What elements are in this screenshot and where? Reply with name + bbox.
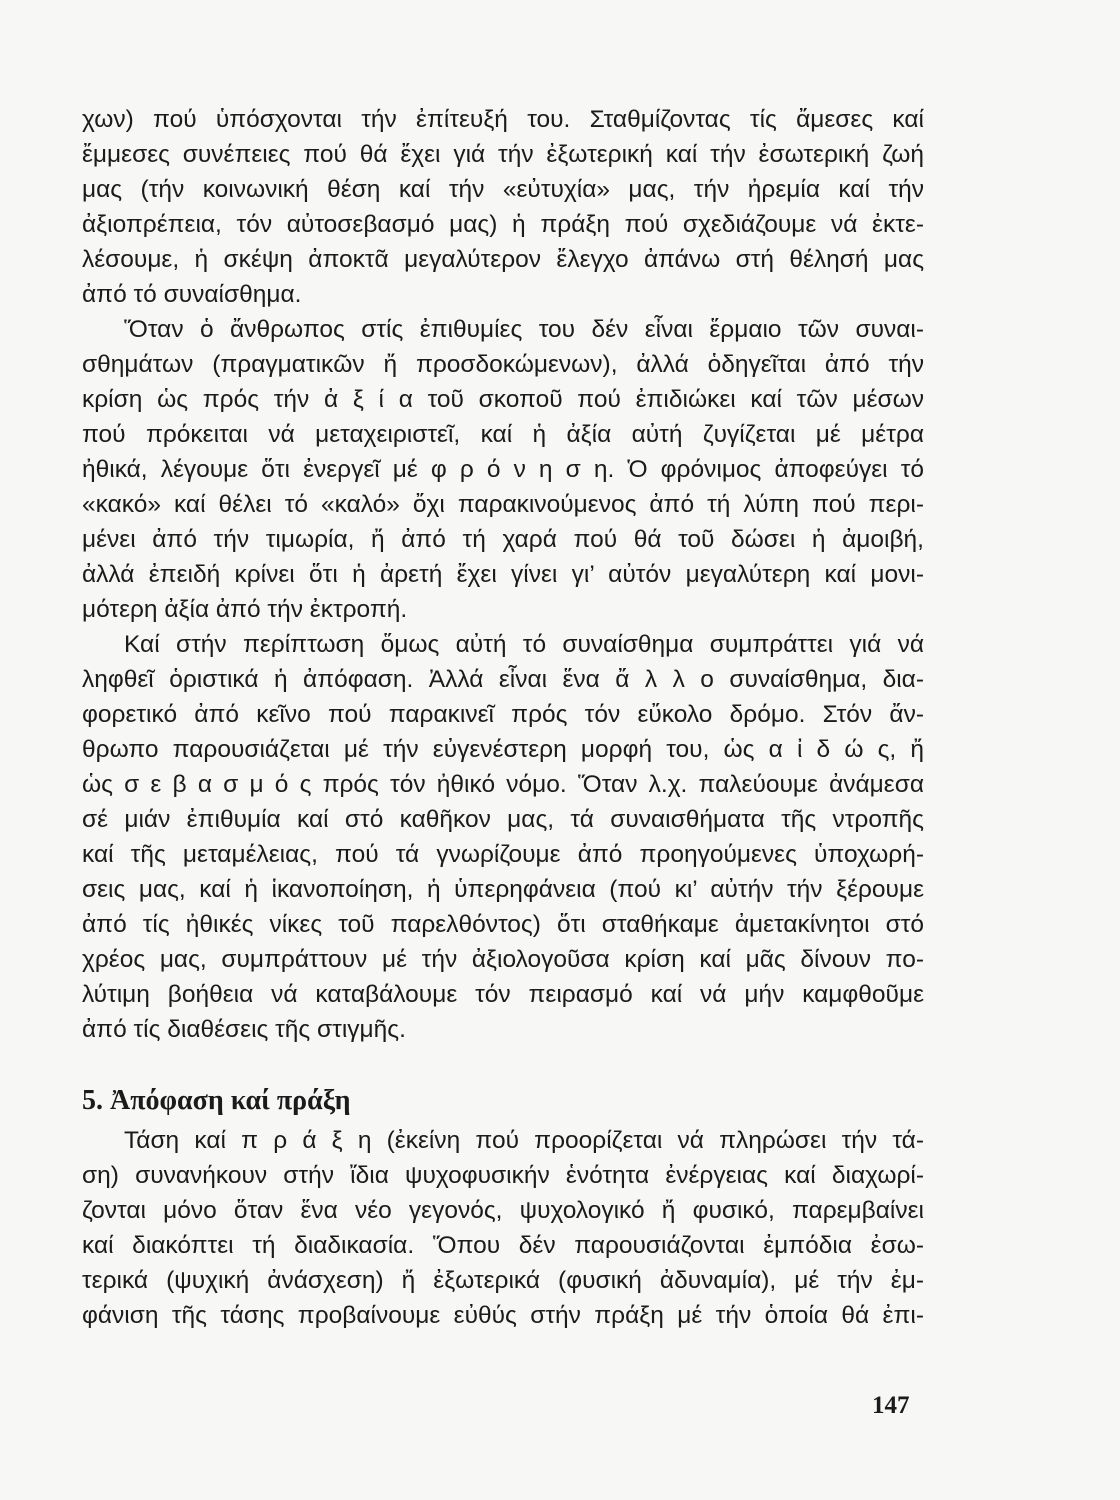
text-line: κρίση ὡς πρός τήν ἀ ξ ί α τοῦ σκοποῦ πού ἐπιδιώκει καί τῶν μέσων bbox=[82, 386, 924, 413]
text-line: τερικά (ψυχική ἀνάσχεση) ἤ ἐξωτερικά (φυσική ἀδυναμία), μέ τήν ἐμ- bbox=[82, 1267, 924, 1294]
text-line: πού πρόκειται νά μεταχειριστεῖ, καί ἡ ἀξία αὐτή ζυγίζεται μέ μέτρα bbox=[82, 421, 924, 448]
text-line: σέ μιάν ἐπιθυμία καί στό καθῆκον μας, τά συναισθήματα τῆς ντροπῆς bbox=[82, 806, 924, 833]
text-line: καί διακόπτει τή διαδικασία. Ὅπου δέν παρουσιάζονται ἐμπόδια ἐσω- bbox=[82, 1232, 924, 1259]
body-text-section bbox=[82, 1123, 924, 1333]
text-line: ἠθικά, λέγουμε ὅτι ἐνεργεῖ μέ φ ρ ό ν η σ η. Ὁ φρόνιμος ἀποφεύγει τό bbox=[82, 456, 924, 483]
text-line: λέσουμε, ἡ σκέψη ἀποκτᾶ μεγαλύτερον ἔλεγχο ἀπάνω στή θέλησή μας bbox=[82, 246, 924, 273]
page-number: 147 bbox=[872, 1392, 910, 1419]
text-line: Τάση καί π ρ ά ξ η (ἐκείνη πού προορίζεται νά πληρώσει τήν τά- bbox=[124, 1127, 924, 1154]
text-line: φορετικό ἀπό κεῖνο πού παρακινεῖ πρός τόν εὔκολο δρόμο. Στόν ἄν- bbox=[82, 701, 924, 728]
text-line: ἀπό τίς ἠθικές νίκες τοῦ παρελθόντος) ὅτι σταθήκαμε ἀμετακίνητοι στό bbox=[82, 911, 924, 938]
text-line: ἀλλά ἐπειδή κρίνει ὅτι ἡ ἀρετή ἔχει γίνει γι’ αὐτόν μεγαλύτερη καί μονι- bbox=[82, 561, 924, 588]
text-line: Ὅταν ὁ ἄνθρωπος στίς ἐπιθυμίες του δέν εἶναι ἕρμαιο τῶν συναι- bbox=[124, 316, 924, 343]
section-heading: 5. Ἀπόφαση καί πράξη bbox=[82, 1085, 351, 1116]
text-line: ζονται μόνο ὅταν ἕνα νέο γεγονός, ψυχολογικό ἤ φυσικό, παρεμβαίνει bbox=[82, 1197, 924, 1224]
text-line: ληφθεῖ ὁριστικά ἡ ἀπόφαση. Ἀλλά εἶναι ἕνα ἄ λ λ ο συναίσθημα, δια- bbox=[82, 666, 924, 693]
text-line: Καί στήν περίπτωση ὅμως αὐτή τό συναίσθημα συμπράττει γιά νά bbox=[124, 631, 924, 658]
text-line: χρέος μας, συμπράττουν μέ τήν ἀξιολογοῦσα κρίση καί μᾶς δίνουν πο- bbox=[82, 946, 924, 973]
text-line: μότερη ἀξία ἀπό τήν ἐκτροπή. bbox=[82, 596, 408, 623]
text-line: μένει ἀπό τήν τιμωρία, ἤ ἀπό τή χαρά πού θά τοῦ δώσει ἡ ἀμοιβή, bbox=[82, 526, 924, 553]
text-line: θρωπο παρουσιάζεται μέ τήν εὐγενέστερη μορφή του, ὡς α ἰ δ ώ ς, ἤ bbox=[82, 736, 924, 763]
text-line: σεις μας, καί ἡ ἱκανοποίηση, ἡ ὑπερηφάνεια (πού κι’ αὐτήν τήν ξέρουμε bbox=[82, 876, 924, 903]
text-line: ἀπό τό συναίσθημα. bbox=[82, 281, 302, 308]
text-line: φάνιση τῆς τάσης προβαίνουμε εὐθύς στήν πράξη μέ τήν ὁποία θά ἐπι- bbox=[82, 1302, 924, 1329]
text-line: ση) συνανήκουν στήν ἴδια ψυχοφυσικήν ἑνότητα ἐνέργειας καί διαχωρί- bbox=[82, 1162, 924, 1189]
text-line: ἀξιοπρέπεια, τόν αὐτοσεβασμό μας) ἡ πράξη πού σχεδιάζουμε νά ἐκτε- bbox=[82, 211, 924, 238]
text-line: ὡς σ ε β α σ μ ό ς πρός τόν ἠθικό νόμο. Ὅταν λ.χ. παλεύουμε ἀνάμεσα bbox=[82, 771, 924, 798]
text-line: «κακό» καί θέλει τό «καλό» ὄχι παρακινούμενος ἀπό τή λύπη πού περι- bbox=[82, 491, 924, 518]
body-text-top bbox=[82, 102, 924, 1047]
text-line: λύτιμη βοήθεια νά καταβάλουμε τόν πειρασμό καί νά μήν καμφθοῦμε bbox=[82, 981, 924, 1008]
text-line: ἀπό τίς διαθέσεις τῆς στιγμῆς. bbox=[82, 1016, 406, 1043]
text-line: χων) πού ὑπόσχονται τήν ἐπίτευξή του. Σταθμίζοντας τίς ἄμεσες καί bbox=[82, 106, 924, 133]
text-line: μας (τήν κοινωνική θέση καί τήν «εὐτυχία» μας, τήν ἠρεμία καί τήν bbox=[82, 176, 924, 203]
text-line: καί τῆς μεταμέλειας, πού τά γνωρίζουμε ἀπό προηγούμενες ὑποχωρή- bbox=[82, 841, 924, 868]
text-line: ἔμμεσες συνέπειες πού θά ἔχει γιά τήν ἐξωτερική καί τήν ἐσωτερική ζωή bbox=[82, 141, 924, 168]
text-line: σθημάτων (πραγματικῶν ἤ προσδοκώμενων), ἀλλά ὁδηγεῖται ἀπό τήν bbox=[82, 351, 924, 378]
